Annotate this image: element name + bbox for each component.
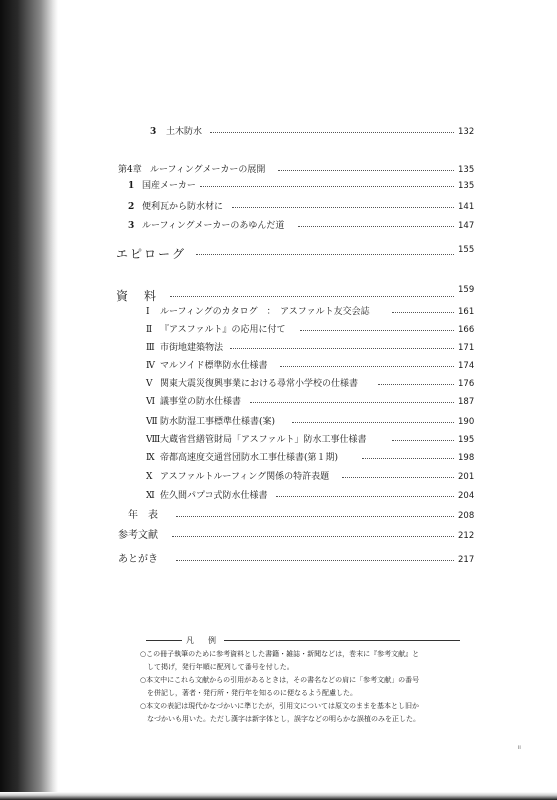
toc-number: Ⅰ <box>146 307 150 317</box>
toc-title: 防水防湿工事標準仕様書(案) <box>160 417 276 427</box>
toc-title: 大蔵省営繕管財局「アスファルト」防水工事仕様書 <box>160 435 367 445</box>
note-line: して掲げ，発行年順に配列して番号を付した。 <box>140 663 294 671</box>
toc-number: Ⅲ <box>146 343 155 353</box>
notes-title: 凡 例 <box>186 636 219 645</box>
toc-chapter: 第4章 <box>118 165 142 175</box>
toc-page: 155 <box>458 245 475 255</box>
leader-dots <box>176 560 454 561</box>
toc-row <box>0 199 557 215</box>
leader-dots <box>210 132 454 133</box>
toc-number: Ⅴ <box>146 379 153 389</box>
toc-title: ルーフィングメーカーのあゆんだ道 <box>142 221 285 231</box>
toc-page: 171 <box>458 343 475 353</box>
leader-dots <box>292 422 454 423</box>
leader-dots <box>196 254 454 255</box>
toc-page: 212 <box>458 531 475 541</box>
leader-dots <box>378 384 454 385</box>
page-bottom-edge <box>0 792 557 800</box>
toc-row <box>0 414 557 430</box>
toc-page: 201 <box>458 472 475 482</box>
toc-number: 3 <box>128 221 135 231</box>
toc-row <box>0 285 557 304</box>
leader-dots <box>250 402 454 403</box>
toc-page: 187 <box>458 397 475 407</box>
toc-page: 147 <box>458 221 475 231</box>
toc-row <box>0 552 557 568</box>
toc-page: 161 <box>458 307 475 317</box>
toc-page: 135 <box>458 181 475 191</box>
leader-dots <box>230 348 454 349</box>
toc-title: あとがき <box>118 554 158 565</box>
leader-dots <box>176 516 454 517</box>
toc-title: 市街地建築物法 <box>160 343 224 353</box>
toc-page: 176 <box>458 379 475 389</box>
leader-dots <box>170 296 454 297</box>
toc-row <box>0 340 557 356</box>
toc-row <box>0 162 557 178</box>
toc-page: 208 <box>458 511 475 521</box>
toc-page: 190 <box>458 417 475 427</box>
toc-row <box>0 528 557 544</box>
toc-number: Ⅺ <box>146 491 155 501</box>
note-line: を併記し，著者・発行所・発行年を知るのに便なるよう配慮した。 <box>140 689 357 697</box>
toc-title: ルーフィングメーカーの展開 <box>150 165 266 175</box>
toc-row <box>0 469 557 485</box>
note-line: ○この冊子執筆のために参考資料とした書籍・雑誌・新聞などは，巻末に『参考文献』と <box>140 650 420 658</box>
toc-section-title: エピローグ <box>116 247 187 261</box>
leader-dots <box>300 330 454 331</box>
toc-row <box>0 124 557 140</box>
toc-number: 1 <box>128 181 135 191</box>
toc-number: Ⅸ <box>146 453 155 463</box>
toc-title: 帝都高速度交通営団防水工事仕様書(第１期) <box>160 453 339 463</box>
toc-title: 『アスファルト』の応用に付て <box>160 325 286 335</box>
toc-page: 204 <box>458 491 475 501</box>
toc-row <box>0 246 557 262</box>
toc-title: 土木防水 <box>166 127 203 137</box>
leader-dots <box>232 207 454 208</box>
leader-dots <box>200 186 454 187</box>
toc-number: Ⅵ <box>146 397 156 407</box>
toc-number: Ⅳ <box>146 361 155 371</box>
toc-row <box>0 488 557 504</box>
toc-row <box>0 376 557 392</box>
toc-row <box>0 450 557 466</box>
toc-title: アスファルトルーフィング関係の特許表題 <box>160 472 330 482</box>
toc-title: マルソイド標準防水仕様書 <box>160 361 268 371</box>
toc-page: 135 <box>458 165 475 175</box>
toc-number: Ⅹ <box>146 472 153 482</box>
toc-title: 議事堂の防水仕様書 <box>160 397 242 407</box>
toc-page: 198 <box>458 453 475 463</box>
leader-dots <box>172 536 454 537</box>
note-line: ○本文の表記は現代かなづかいに準じたが，引用文については原文のままを基本とし旧か <box>140 702 419 710</box>
toc-row <box>0 304 557 320</box>
explanatory-notes <box>140 634 460 726</box>
toc-page: 195 <box>458 435 475 445</box>
toc-number: Ⅶ <box>146 417 158 427</box>
page-mark: ii <box>518 745 521 751</box>
notes-rule-left <box>146 640 182 641</box>
toc-title: 関東大震災復興事業における尋常小学校の仕様書 <box>160 379 359 389</box>
toc-page: 159 <box>458 285 475 295</box>
toc-row <box>0 432 557 448</box>
toc-title: 佐久間パプコ式防水仕様書 <box>160 491 268 501</box>
leader-dots <box>280 366 454 367</box>
toc-row <box>0 322 557 338</box>
toc-number: 2 <box>128 202 135 212</box>
toc-title: 参考文献 <box>118 530 158 541</box>
toc-row <box>0 508 557 524</box>
leader-dots <box>278 170 454 171</box>
leader-dots <box>392 312 454 313</box>
toc-section-title: 資 料 <box>116 289 159 303</box>
leader-dots <box>362 458 454 459</box>
toc-title: 国産メーカー <box>142 181 196 191</box>
toc-number: 3 <box>150 127 157 137</box>
toc-number: Ⅷ <box>146 435 161 445</box>
toc-row <box>0 394 557 410</box>
note-line: なづかいも用いた。ただし漢字は新字体とし，誤字などの明らかな誤植のみを正した。 <box>140 715 420 723</box>
leader-dots <box>392 440 454 441</box>
toc-row <box>0 358 557 374</box>
toc-title: ルーフィングのカタログ ： アスファルト友交会誌 <box>160 307 370 317</box>
toc-row <box>0 218 557 234</box>
toc-row <box>0 178 557 194</box>
leader-dots <box>276 496 454 497</box>
toc-page: 217 <box>458 555 475 565</box>
toc-page: 132 <box>458 127 475 137</box>
leader-dots <box>342 477 454 478</box>
toc-number: Ⅱ <box>146 325 153 335</box>
toc-title: 年 表 <box>128 510 158 521</box>
toc-page: 174 <box>458 361 475 371</box>
toc-title: 便利瓦から防水材に <box>142 202 224 212</box>
toc-page: 141 <box>458 202 475 212</box>
leader-dots <box>298 226 454 227</box>
note-line: ○本文中にこれら文献からの引用があるときは，その書名などの肩に「参考文献」の番号 <box>140 676 420 684</box>
notes-heading <box>140 634 460 646</box>
toc-page: 166 <box>458 325 475 335</box>
notes-rule-right <box>224 640 460 641</box>
